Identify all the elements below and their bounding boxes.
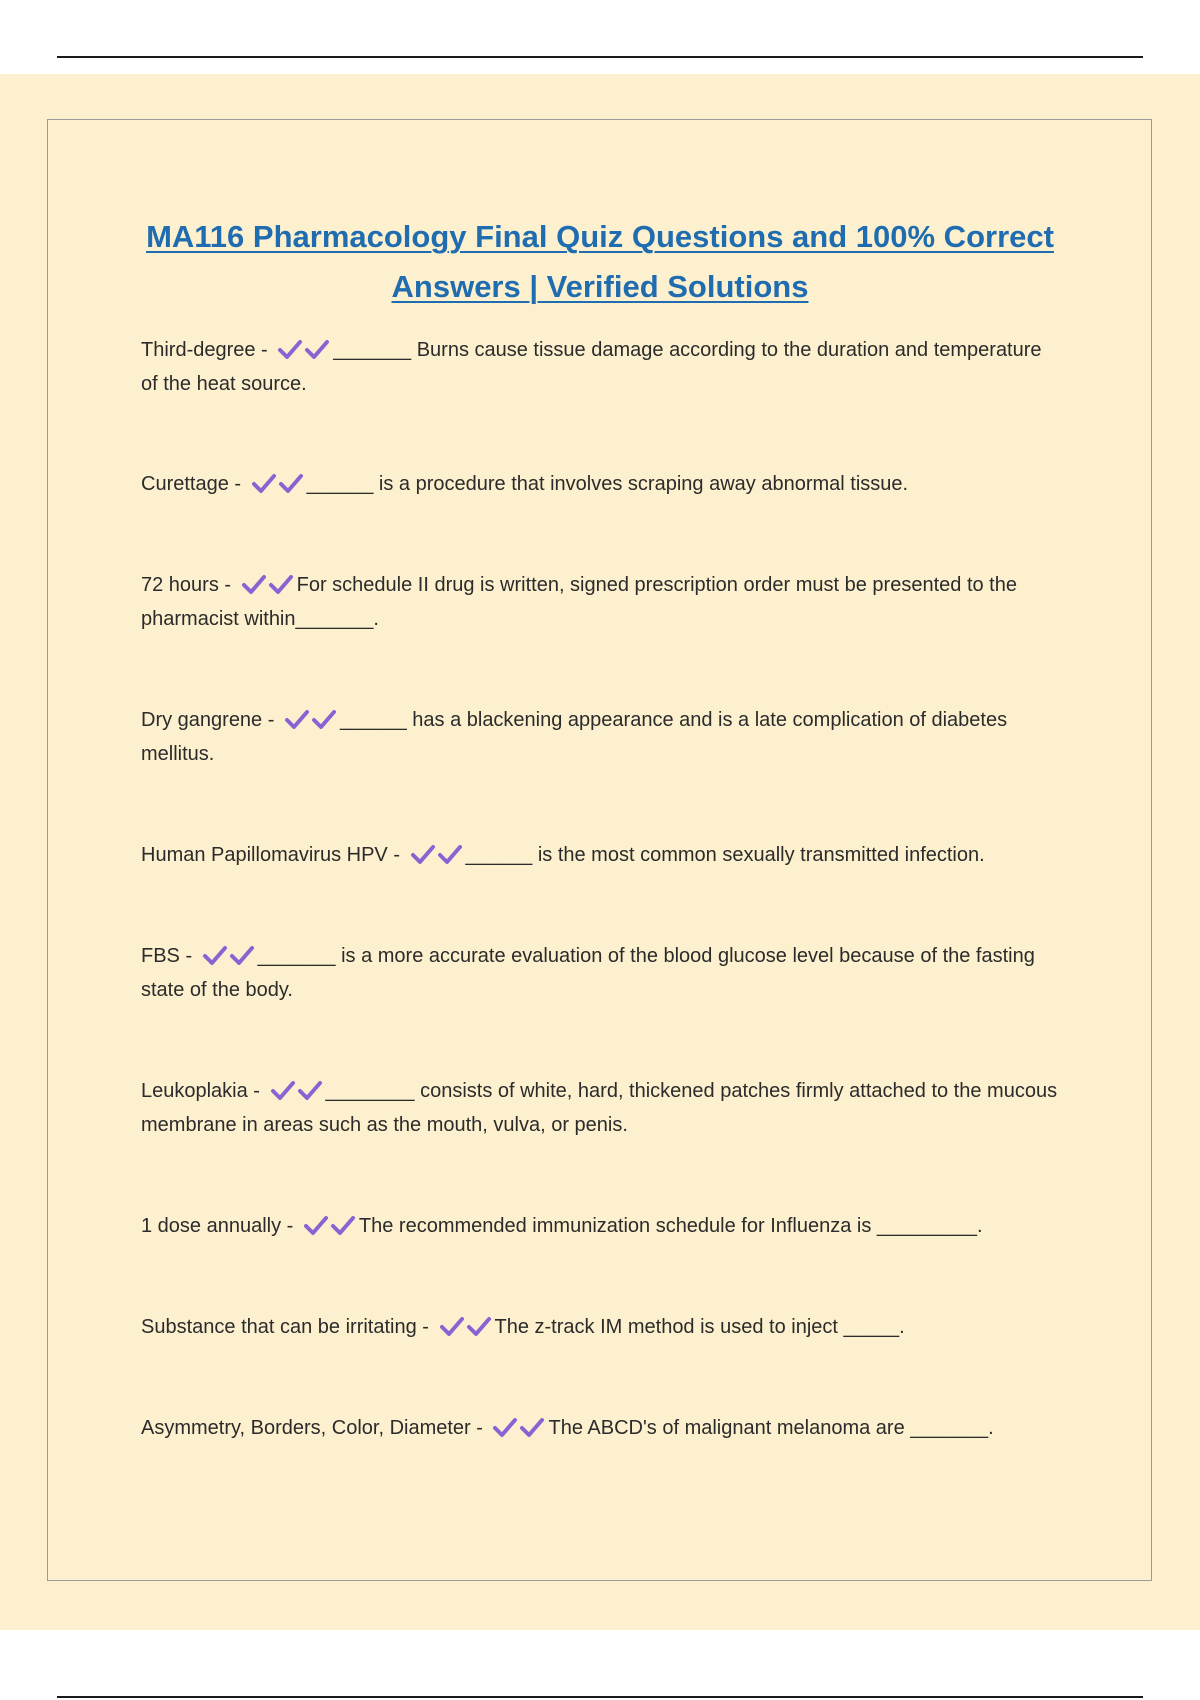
double-check-icon	[410, 843, 464, 865]
double-check-icon	[202, 944, 256, 966]
double-check-icon	[492, 1416, 546, 1438]
page-bottom-rule	[57, 1696, 1143, 1698]
qa-item	[141, 568, 1061, 636]
qa-question: ________ consists of white, hard, thickened patches firmly attached to the mucous membrane in areas such as the mouth, vulva, or penis.	[141, 1080, 1058, 1136]
qa-answer: Curettage -	[141, 473, 247, 495]
qa-item	[141, 1074, 1061, 1142]
qa-answer: Substance that can be irritating -	[141, 1316, 435, 1338]
qa-answer: Human Papillomavirus HPV -	[141, 844, 406, 866]
qa-question: ______ is a procedure that involves scraping away abnormal tissue.	[306, 473, 909, 495]
qa-item	[141, 939, 1061, 1007]
qa-item	[141, 838, 1061, 872]
qa-answer: 1 dose annually -	[141, 1215, 299, 1237]
document-title: MA116 Pharmacology Final Quiz Questions and 100% Correct Answers | Verified Solutions	[146, 219, 1054, 304]
double-check-icon	[303, 1214, 357, 1236]
qa-item	[141, 1209, 1061, 1243]
qa-answer: 72 hours -	[141, 574, 237, 596]
qa-question: ______ has a blackening appearance and is a late complication of diabetes mellitus.	[141, 709, 1008, 765]
double-check-icon	[439, 1315, 493, 1337]
qa-item	[141, 1310, 1061, 1344]
double-check-icon	[284, 708, 338, 730]
qa-answer: Asymmetry, Borders, Color, Diameter -	[141, 1417, 489, 1439]
qa-item	[141, 1411, 1061, 1445]
qa-answer: Third-degree -	[141, 339, 274, 361]
page-top-rule	[57, 56, 1143, 58]
double-check-icon	[251, 472, 305, 494]
qa-question: _______ is a more accurate evaluation of the blood glucose level because of the fasting state of the body.	[141, 945, 1035, 1001]
double-check-icon	[277, 338, 331, 360]
qa-item	[141, 333, 1061, 401]
qa-item	[141, 467, 1061, 501]
qa-answer: Leukoplakia -	[141, 1080, 266, 1102]
qa-question: _______ Burns cause tissue damage according to the duration and temperature of the heat source.	[141, 339, 1042, 395]
qa-answer: FBS -	[141, 945, 198, 967]
qa-question: For schedule II drug is written, signed prescription order must be presented to the pharmacist within_______.	[141, 574, 1017, 630]
qa-question: The z-track IM method is used to inject _____.	[494, 1316, 905, 1338]
double-check-icon	[241, 573, 295, 595]
qa-question: The recommended immunization schedule for Influenza is _________.	[358, 1215, 983, 1237]
qa-question: ______ is the most common sexually transmitted infection.	[465, 844, 985, 866]
qa-question: The ABCD's of malignant melanoma are _______.	[548, 1417, 994, 1439]
qa-item	[141, 703, 1061, 771]
qa-answer: Dry gangrene -	[141, 709, 280, 731]
double-check-icon	[270, 1079, 324, 1101]
